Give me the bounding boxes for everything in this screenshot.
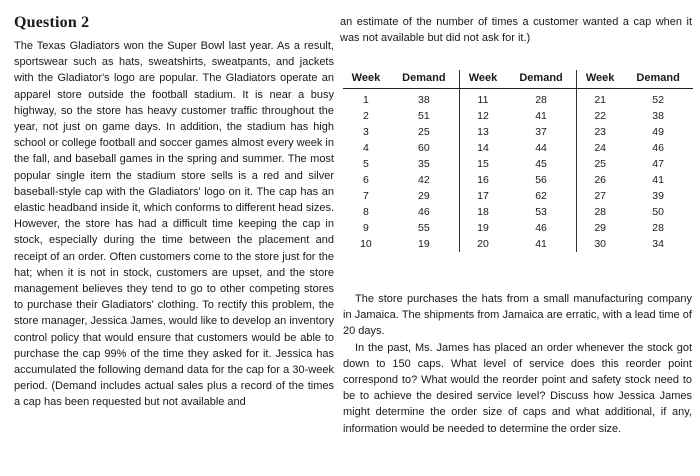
week-cell: 29: [577, 220, 624, 236]
table-row: [343, 89, 693, 109]
week-cell: 1: [363, 94, 369, 106]
week-cell: 20: [459, 236, 506, 252]
demand-cell: 47: [652, 158, 664, 170]
week-cell: 11: [459, 89, 506, 109]
demand-cell: 25: [418, 126, 430, 138]
supplier-paragraph: The store purchases the hats from a small manufacturing company in Jamaica. The shipments from Jamaica are erratic, with a lead time of 20 days.: [343, 293, 692, 338]
week-cell: 24: [577, 140, 624, 156]
week-cell: 10: [360, 238, 372, 250]
demand-cell: 60: [418, 142, 430, 154]
table-row: [343, 236, 693, 252]
week-cell: 6: [363, 174, 369, 186]
table-row: [343, 108, 693, 124]
week-cell: 23: [577, 124, 624, 140]
problem-description: The Texas Gladiators won the Super Bowl last year. As a result, sportswear such as hats, sweatshirts, sweatpants, and jackets with the Gladiator's logo are popular. The Gladiators operate an apparel store outside the football stadium. It is near a busy highway, so the store has heavy customer traffic throughout the year, not just on game days. In addition, the stadium has high school or college football and soccer games almost every week in the fall, and baseball games in the spring and summer. The most popular single item the stadium store sells is a red and silver baseball-style cap with the Gladiators' logo on it. The cap has an elastic headband inside it, which conforms to different head sizes. However, the store has had a difficult time keeping the cap in stock, especially during the time between the placement and receipt of an order. Often customers come to the store just for the hat; when it is not in stock, customers are upset, and the store management believes they tend to go to other competing stores to purchase their Gladiators' clothing. To rectify this problem, the store manager, Jessica James, would like to develop an inventory control policy that would ensure that customers would be able to purchase the cap 99% of the time they asked for it. Jessica has accumulated the following demand data for the cap for a 30-week period. (Demand includes actual sales plus a record of the times a cap has been requested but not available and: [14, 40, 334, 409]
col-header-week-1: Week: [343, 70, 389, 89]
demand-cell: 42: [418, 174, 430, 186]
demand-cell: 37: [535, 126, 547, 138]
demand-cell: 49: [652, 126, 664, 138]
col-header-demand-2: Demand: [506, 70, 577, 89]
demand-note-continuation: an estimate of the number of times a customer wanted a cap when it was not available but did not ask for it.): [340, 16, 692, 45]
left-column: [14, 14, 334, 411]
demand-cell: 55: [418, 222, 430, 234]
demand-table: [343, 70, 693, 252]
table-row: [343, 204, 693, 220]
table-body: [343, 89, 693, 253]
demand-cell: 41: [535, 238, 547, 250]
demand-cell: 34: [652, 238, 664, 250]
table-row: [343, 188, 693, 204]
week-cell: 17: [459, 188, 506, 204]
col-header-demand-1: Demand: [389, 70, 460, 89]
demand-cell: 39: [652, 190, 664, 202]
week-cell: 9: [363, 222, 369, 234]
col-header-demand-3: Demand: [623, 70, 693, 89]
week-cell: 16: [459, 172, 506, 188]
week-cell: 8: [363, 206, 369, 218]
week-cell: 5: [363, 158, 369, 170]
week-cell: 4: [363, 142, 369, 154]
right-bottom-text: [343, 291, 692, 437]
week-cell: 12: [459, 108, 506, 124]
week-cell: 15: [459, 156, 506, 172]
col-header-week-3: Week: [577, 70, 624, 89]
table-row: [343, 124, 693, 140]
col-header-week-2: Week: [459, 70, 506, 89]
reorder-question-paragraph: In the past, Ms. James has placed an order whenever the stock got down to 150 caps. What level of service does this reorder point correspond to? What would the reorder point and safety stock need to be to achieve the desired service level? Discuss how Jessica James might determine the order size of caps and what additional, if any, information would be needed to determine the order size.: [343, 341, 692, 435]
question-heading: Question 2: [14, 14, 90, 31]
demand-cell: 28: [652, 222, 664, 234]
table-row: [343, 172, 693, 188]
right-column: [340, 14, 692, 46]
week-cell: 22: [577, 108, 624, 124]
demand-cell: 45: [535, 158, 547, 170]
week-cell: 26: [577, 172, 624, 188]
table-row: [343, 220, 693, 236]
week-cell: 3: [363, 126, 369, 138]
demand-cell: 41: [535, 110, 547, 122]
demand-cell: 62: [535, 190, 547, 202]
demand-cell: 41: [652, 174, 664, 186]
demand-cell: 53: [535, 206, 547, 218]
demand-cell: 44: [535, 142, 547, 154]
week-cell: 2: [363, 110, 369, 122]
demand-cell: 35: [418, 158, 430, 170]
demand-cell: 46: [418, 206, 430, 218]
week-cell: 14: [459, 140, 506, 156]
week-cell: 18: [459, 204, 506, 220]
demand-cell: 28: [535, 94, 547, 106]
week-cell: 28: [577, 204, 624, 220]
week-cell: 21: [577, 89, 624, 109]
table-header-row: [343, 70, 693, 89]
demand-cell: 19: [418, 238, 430, 250]
demand-cell: 50: [652, 206, 664, 218]
demand-cell: 46: [652, 142, 664, 154]
demand-cell: 38: [418, 94, 430, 106]
week-cell: 30: [577, 236, 624, 252]
demand-cell: 52: [652, 94, 664, 106]
week-cell: 27: [577, 188, 624, 204]
week-cell: 13: [459, 124, 506, 140]
week-cell: 19: [459, 220, 506, 236]
demand-cell: 56: [535, 174, 547, 186]
demand-cell: 29: [418, 190, 430, 202]
week-cell: 7: [363, 190, 369, 202]
table-row: [343, 140, 693, 156]
table-row: [343, 156, 693, 172]
week-cell: 25: [577, 156, 624, 172]
demand-cell: 46: [535, 222, 547, 234]
demand-cell: 51: [418, 110, 430, 122]
demand-cell: 38: [652, 110, 664, 122]
